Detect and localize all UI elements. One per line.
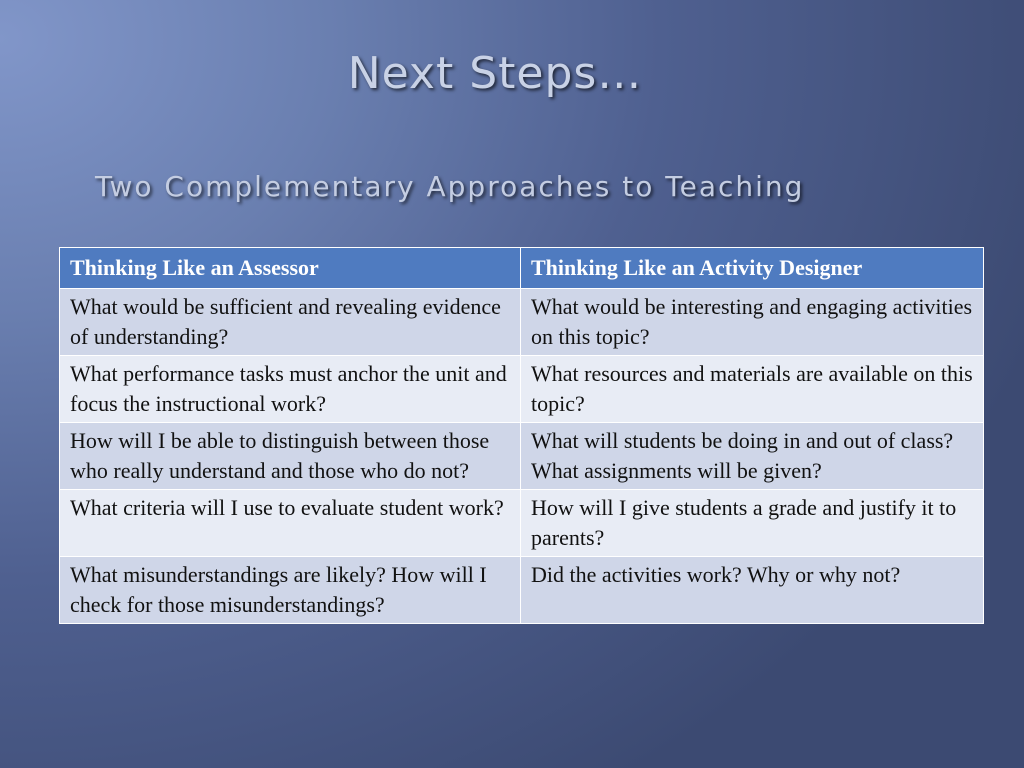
- table-row: [60, 490, 984, 557]
- slide-subtitle: Two Complementary Approaches to Teaching: [95, 170, 805, 203]
- designer-cell: What would be interesting and engaging activities on this topic?: [521, 289, 984, 356]
- designer-cell: What resources and materials are available on this topic?: [521, 356, 984, 423]
- comparison-table: [59, 247, 984, 624]
- table-header-row: [60, 248, 984, 289]
- designer-cell: What will students be doing in and out of class? What assignments will be given?: [521, 423, 984, 490]
- designer-cell: Did the activities work? Why or why not?: [521, 557, 984, 624]
- assessor-cell: What performance tasks must anchor the unit and focus the instructional work?: [60, 356, 521, 423]
- assessor-cell: What misunderstandings are likely? How will I check for those misunderstandings?: [60, 557, 521, 624]
- assessor-cell: What criteria will I use to evaluate student work?: [60, 490, 521, 557]
- assessor-cell: How will I be able to distinguish between those who really understand and those who do not?: [60, 423, 521, 490]
- slide-title: Next Steps…: [347, 48, 643, 99]
- table-row: [60, 423, 984, 490]
- designer-cell: How will I give students a grade and justify it to parents?: [521, 490, 984, 557]
- assessor-cell: What would be sufficient and revealing evidence of understanding?: [60, 289, 521, 356]
- table-row: [60, 557, 984, 624]
- header-activity-designer: Thinking Like an Activity Designer: [521, 248, 984, 289]
- header-assessor: Thinking Like an Assessor: [60, 248, 521, 289]
- table-row: [60, 356, 984, 423]
- table-row: [60, 289, 984, 356]
